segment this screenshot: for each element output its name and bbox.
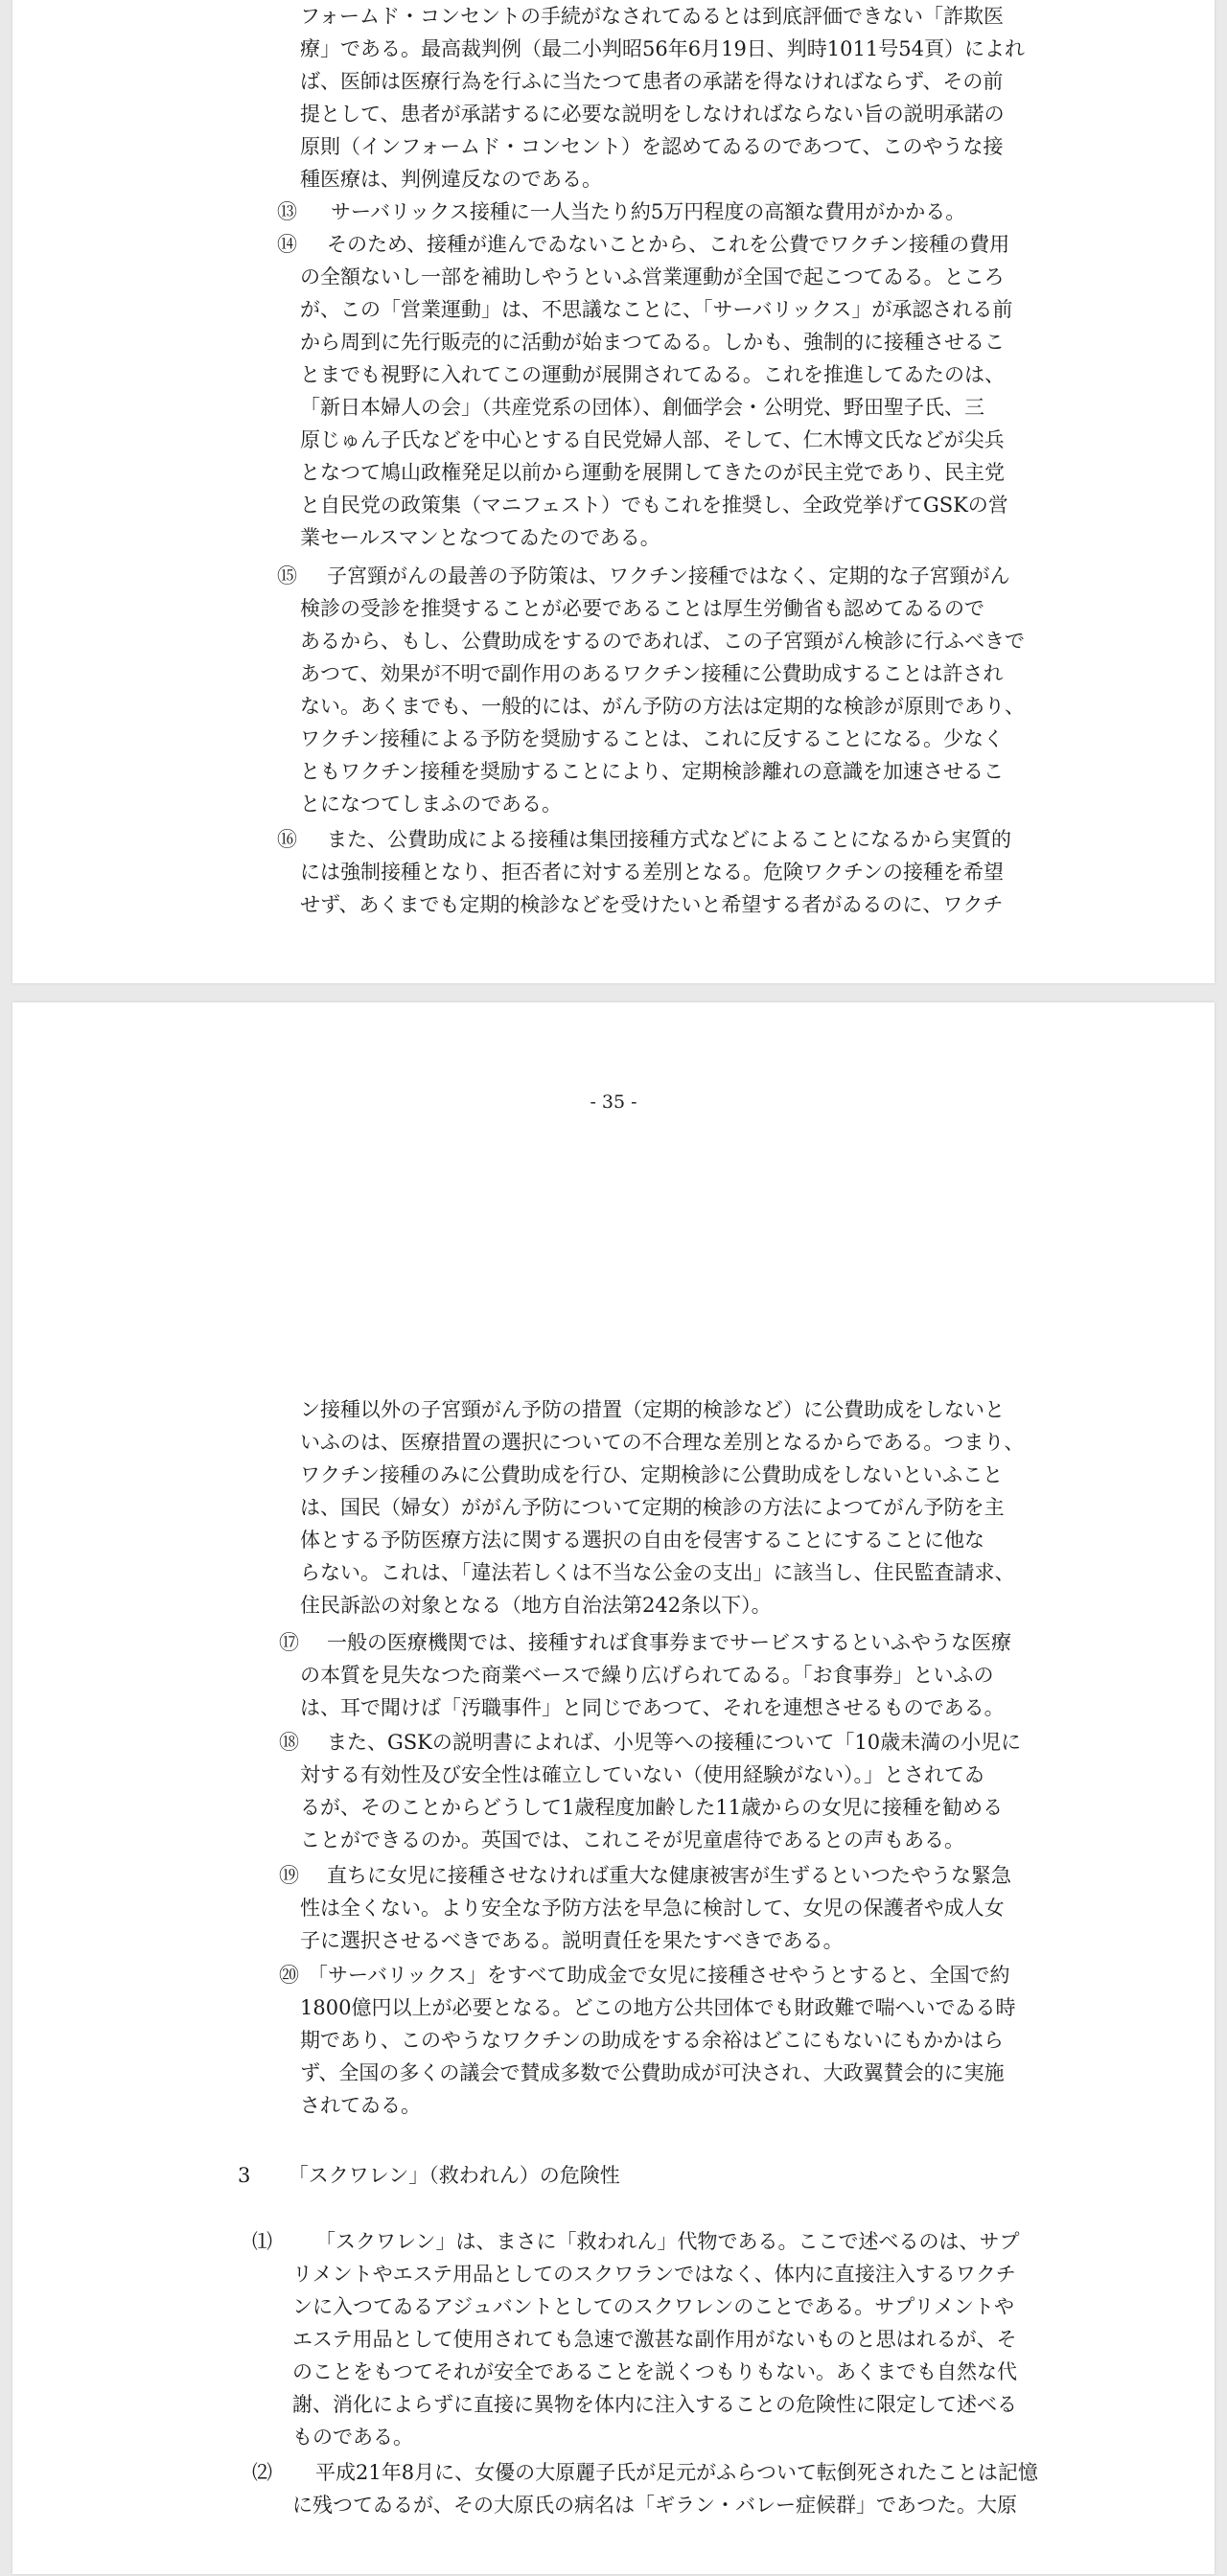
paragraph-20 <box>300 1959 1048 2122</box>
paragraph-17 <box>300 1626 1048 1724</box>
text-line: 子に選択させるべきである。説明責任を果たすべきである。 <box>300 1929 844 1952</box>
paragraph-19 <box>300 1859 1048 1957</box>
text-line: 「新日本婦人の会」（共産党系の団体）、創価学会・公明党、野田聖子氏、三 <box>300 396 984 419</box>
text-line: とまでも視野に入れてこの運動が展開されてゐる。これを推進してゐたのは、 <box>300 363 1005 386</box>
text-line: ことができるのか。英国では、これこそが児童虐待であるとの声もある。 <box>300 1828 964 1852</box>
text-line: 直ちに女児に接種させなければ重大な健康被害が生ずるといつたやうな緊急 <box>327 1864 1011 1887</box>
item-marker-2: ⑵ <box>252 2461 272 2484</box>
text-line: あるから、もし、公費助成をするのであれば、この子宮頸がん検診に行ふべきで <box>300 630 1025 653</box>
text-line: せず、あくまでも定期的検診などを受けたいと希望する者がゐるのに、ワクチ <box>300 893 1004 916</box>
document-page-2 <box>12 1002 1215 2574</box>
text-line: 原則（インフォームド・コンセント）を認めてゐるのであつて、このやうな接 <box>300 135 1004 158</box>
text-line: ものである。 <box>292 2426 413 2449</box>
text-line: は、国民（婦女）ががん予防について定期的検診の方法によつてがん予防を主 <box>300 1496 1005 1519</box>
text-line: 性は全くない。より安全な予防方法を早急に検討して、女児の保護者や成人女 <box>300 1897 1005 1920</box>
text-line: 1800億円以上が必要となる。どこの地方公共団体でも財政難で喘へいでゐる時 <box>300 1996 1016 2019</box>
text-line: いふのは、医療措置の選択についての不合理な差別となるからである。つまり、 <box>300 1431 1025 1454</box>
text-line: に残つてゐるが、その大原氏の病名は「ギラン・バレー症候群」であつた。大原 <box>292 2494 1017 2517</box>
text-line: のことをもつてそれが安全であることを説くつもりもない。あくまでも自然な代 <box>292 2360 1017 2383</box>
item-marker-18: ⑱ <box>279 1731 299 1754</box>
text-line: 体とする予防医療方法に関する選択の自由を侵害することにすることに他な <box>300 1529 984 1552</box>
section-paragraph-2 <box>292 2456 1048 2521</box>
paragraph-continued <box>300 0 1048 196</box>
text-line: 原じゅん子氏などを中心とする自民党婦人部、そして、仁木博文氏などが尖兵 <box>300 428 1005 451</box>
paragraph-15 <box>300 560 1048 820</box>
paragraph-16 <box>300 823 1048 921</box>
text-line: ともワクチン接種を奨励することにより、定期検診離れの意識を加速させるこ <box>300 760 1004 783</box>
text-line: ない。あくまでも、一般的には、がん予防の方法は定期的な検診が原則であり、 <box>300 695 1025 718</box>
text-line: サーバリックス接種に一人当たり約5万円程度の高額な費用がかかる。 <box>331 200 966 223</box>
item-marker-19: ⑲ <box>279 1864 299 1887</box>
item-marker-13: ⑬ <box>277 200 297 223</box>
text-line: ン接種以外の子宮頸がん予防の措置（定期的検診など）に公費助成をしないと <box>300 1398 1005 1421</box>
text-line: とになつてしまふのである。 <box>300 793 562 816</box>
text-line: また、GSKの説明書によれば、小児等への接種について「10歳未満の小児に <box>327 1731 1022 1754</box>
paragraph-14 <box>300 228 1048 554</box>
document-page-1 <box>12 0 1215 983</box>
text-line: が、この「営業運動」は、不思議なことに、「サーバリックス」が承認される前 <box>300 298 1013 321</box>
text-line: あつて、効果が不明で副作用のあるワクチン接種に公費助成することは許され <box>300 662 1004 685</box>
text-line: 平成21年8月に、女優の大原麗子氏が足元がふらついて転倒死されたことは記憶 <box>315 2461 1038 2484</box>
paragraph-continued <box>300 1393 1048 1622</box>
paragraph-18 <box>300 1726 1048 1856</box>
item-marker-14: ⑭ <box>277 233 297 256</box>
text-line: 「スクワレン」は、まさに「救われん」代物である。ここで述べるのは、サプ <box>315 2230 1020 2253</box>
text-line: は、耳で聞けば「汚職事件」と同じであつて、それを連想させるものである。 <box>300 1696 1005 1719</box>
section-number: 3 <box>238 2164 251 2187</box>
text-line: 住民訴訟の対象となる（地方自治法第242条以下）。 <box>300 1594 772 1617</box>
text-line: 提として、患者が承諾するに必要な説明をしなければならない旨の説明承諾の <box>300 103 1005 126</box>
text-line: の全額ないし一部を補助しやうといふ営業運動が全国で起こつてゐる。ところ <box>300 265 1005 288</box>
item-marker-1: ⑴ <box>252 2230 272 2253</box>
text-line: 期であり、このやうなワクチンの助成をする余裕はどこにもないにもかかはら <box>300 2029 1004 2052</box>
text-line: 療」である。最高裁判例（最二小判昭56年6月19日、判時1011号54頁）によれ <box>300 37 1025 60</box>
section-heading <box>238 2159 620 2192</box>
text-line: エステ用品として使用されても急速で激甚な副作用がないものと思はれるが、そ <box>292 2328 1017 2351</box>
text-line: 子宮頸がんの最善の予防策は、ワクチン接種ではなく、定期的な子宮頸がん <box>327 564 1010 587</box>
item-marker-15: ⑮ <box>277 564 297 587</box>
text-line: 一般の医療機関では、接種すれば食事券までサービスするといふやうな医療 <box>327 1631 1011 1654</box>
text-line: 対する有効性及び安全性は確立していない（使用経験がない）。」とされてゐ <box>300 1763 984 1786</box>
text-line: るが、そのことからどうして1歳程度加齢した11歳からの女児に接種を勧める <box>300 1796 1004 1819</box>
text-line: ワクチン接種のみに公費助成を行ひ、定期検診に公費助成をしないといふこと <box>300 1463 1004 1486</box>
text-line: そのため、接種が進んでゐないことから、これを公費でワクチン接種の費用 <box>327 233 1010 256</box>
text-line: フォームド・コンセントの手続がなされてゐるとは到底評価できない「詐欺医 <box>300 5 1004 28</box>
text-line: 業セールスマンとなつてゐたのである。 <box>300 526 660 549</box>
text-line: となつて鳩山政権発足以前から運動を展開してきたのが民主党であり、民主党 <box>300 461 1005 484</box>
text-line: また、公費助成による接種は集団接種方式などによることになるから実質的 <box>327 828 1011 851</box>
text-line: ず、全国の多くの議会で賛成多数で公費助成が可決され、大政翼賛会的に実施 <box>300 2061 1005 2084</box>
section-title: 「スクワレン」（救われん）の危険性 <box>288 2164 620 2187</box>
text-line: らない。これは、「違法若しくは不当な公金の支出」に該当し、住民監査請求、 <box>300 1561 1015 1584</box>
text-line: には強制接種となり、拒否者に対する差別となる。危険ワクチンの接種を希望 <box>300 861 1004 884</box>
paragraph-13 <box>331 196 1048 228</box>
text-line: 「サーバリックス」をすべて助成金で女児に接種させやうとすると、全国で約 <box>308 1964 1010 1987</box>
text-line: 検診の受診を推奨することが必要であることは厚生労働省も認めてゐるので <box>300 597 984 620</box>
text-line: されてゐる。 <box>300 2094 421 2117</box>
item-marker-17: ⑰ <box>279 1631 299 1654</box>
text-line: と自民党の政策集（マニフェスト）でもこれを推奨し、全政党挙げてGSKの営 <box>300 494 1008 517</box>
item-marker-20: ⑳ <box>279 1964 299 1987</box>
section-paragraph-1 <box>292 2225 1048 2453</box>
text-line: ワクチン接種による予防を奨励することは、これに反することになる。少なく <box>300 727 1004 750</box>
text-line: リメントやエステ用品としてのスクワランではなく、体内に直接注入するワクチ <box>292 2263 1016 2286</box>
text-line: ば、医師は医療行為を行ふに当たつて患者の承諾を得なければならず、その前 <box>300 70 1004 93</box>
text-line: ンに入つてゐるアジュバントとしてのスクワレンのことである。サプリメントや <box>292 2295 1014 2318</box>
text-line: から周到に先行販売的に活動が始まつてゐる。しかも、強制的に接種させるこ <box>300 331 1005 354</box>
page-number: - 35 - <box>590 1092 637 1113</box>
text-line: 種医療は、判例違反なのである。 <box>300 168 602 191</box>
item-marker-16: ⑯ <box>277 828 297 851</box>
text-line: の本質を見失なつた商業ベースで繰り広げられてゐる。「お食事券」といふの <box>300 1664 994 1687</box>
text-line: 謝、消化によらずに直接に異物を体内に注入することの危険性に限定して述べる <box>292 2393 1017 2416</box>
